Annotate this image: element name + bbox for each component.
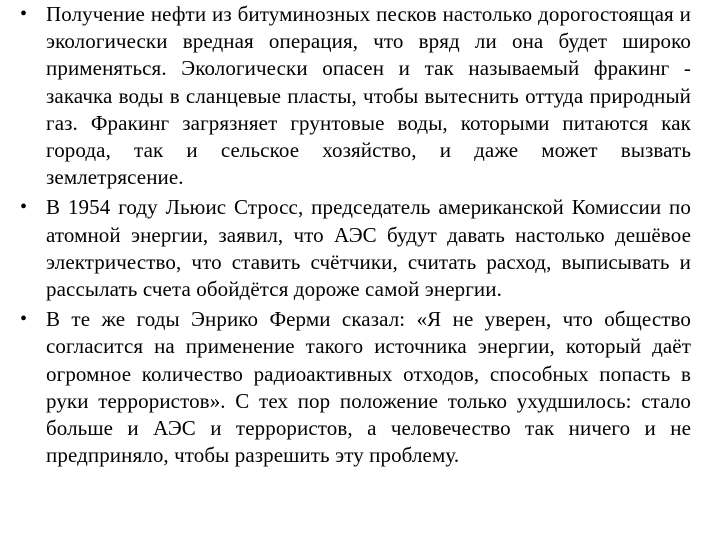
bullet-dot-icon: • xyxy=(20,3,28,25)
bullet-text-oil-sands: Получение нефти из битуминозных песков настолько дорогостоящая и экологически вредная операция, что вряд ли она будет широко применяться. Экологически опасен и так называемый фракинг - закачка воды в сланцевые пласты, чтобы вытеснить оттуда природный газ. Фракинг загрязняет грунтовые воды, которыми питаются как города, так и сельское хозяйство, и даже может вызвать землетрясение. xyxy=(46,2,691,190)
bullet-text-strauss: В 1954 году Льюис Стросс, председатель американской Комиссии по атомной энергии, заявил, что АЭС будут давать настолько дешёвое электричество, что ставить счётчики, считать расход, выписывать и рассылать счета обойдётся дороже самой энергии. xyxy=(46,195,691,302)
bullet-dot-icon: • xyxy=(20,196,28,219)
bullet-text-fermi: В те же годы Энрико Ферми сказал: «Я не уверен, что общество согласится на применение такого источника энергии, который даёт огромное количество радиоактивных отходов, способных попасть в руки террористов». С тех пор положение только ухудшилось: стало больше и АЭС и террористов, а человечество так ничего и не предприняло, чтобы разрешить эту проблему. xyxy=(46,307,691,468)
bullet-item xyxy=(20,1,691,191)
bullet-item xyxy=(20,306,691,469)
bullet-item xyxy=(20,194,691,303)
bullet-dot-icon: • xyxy=(20,308,28,331)
bullet-list xyxy=(20,1,691,472)
